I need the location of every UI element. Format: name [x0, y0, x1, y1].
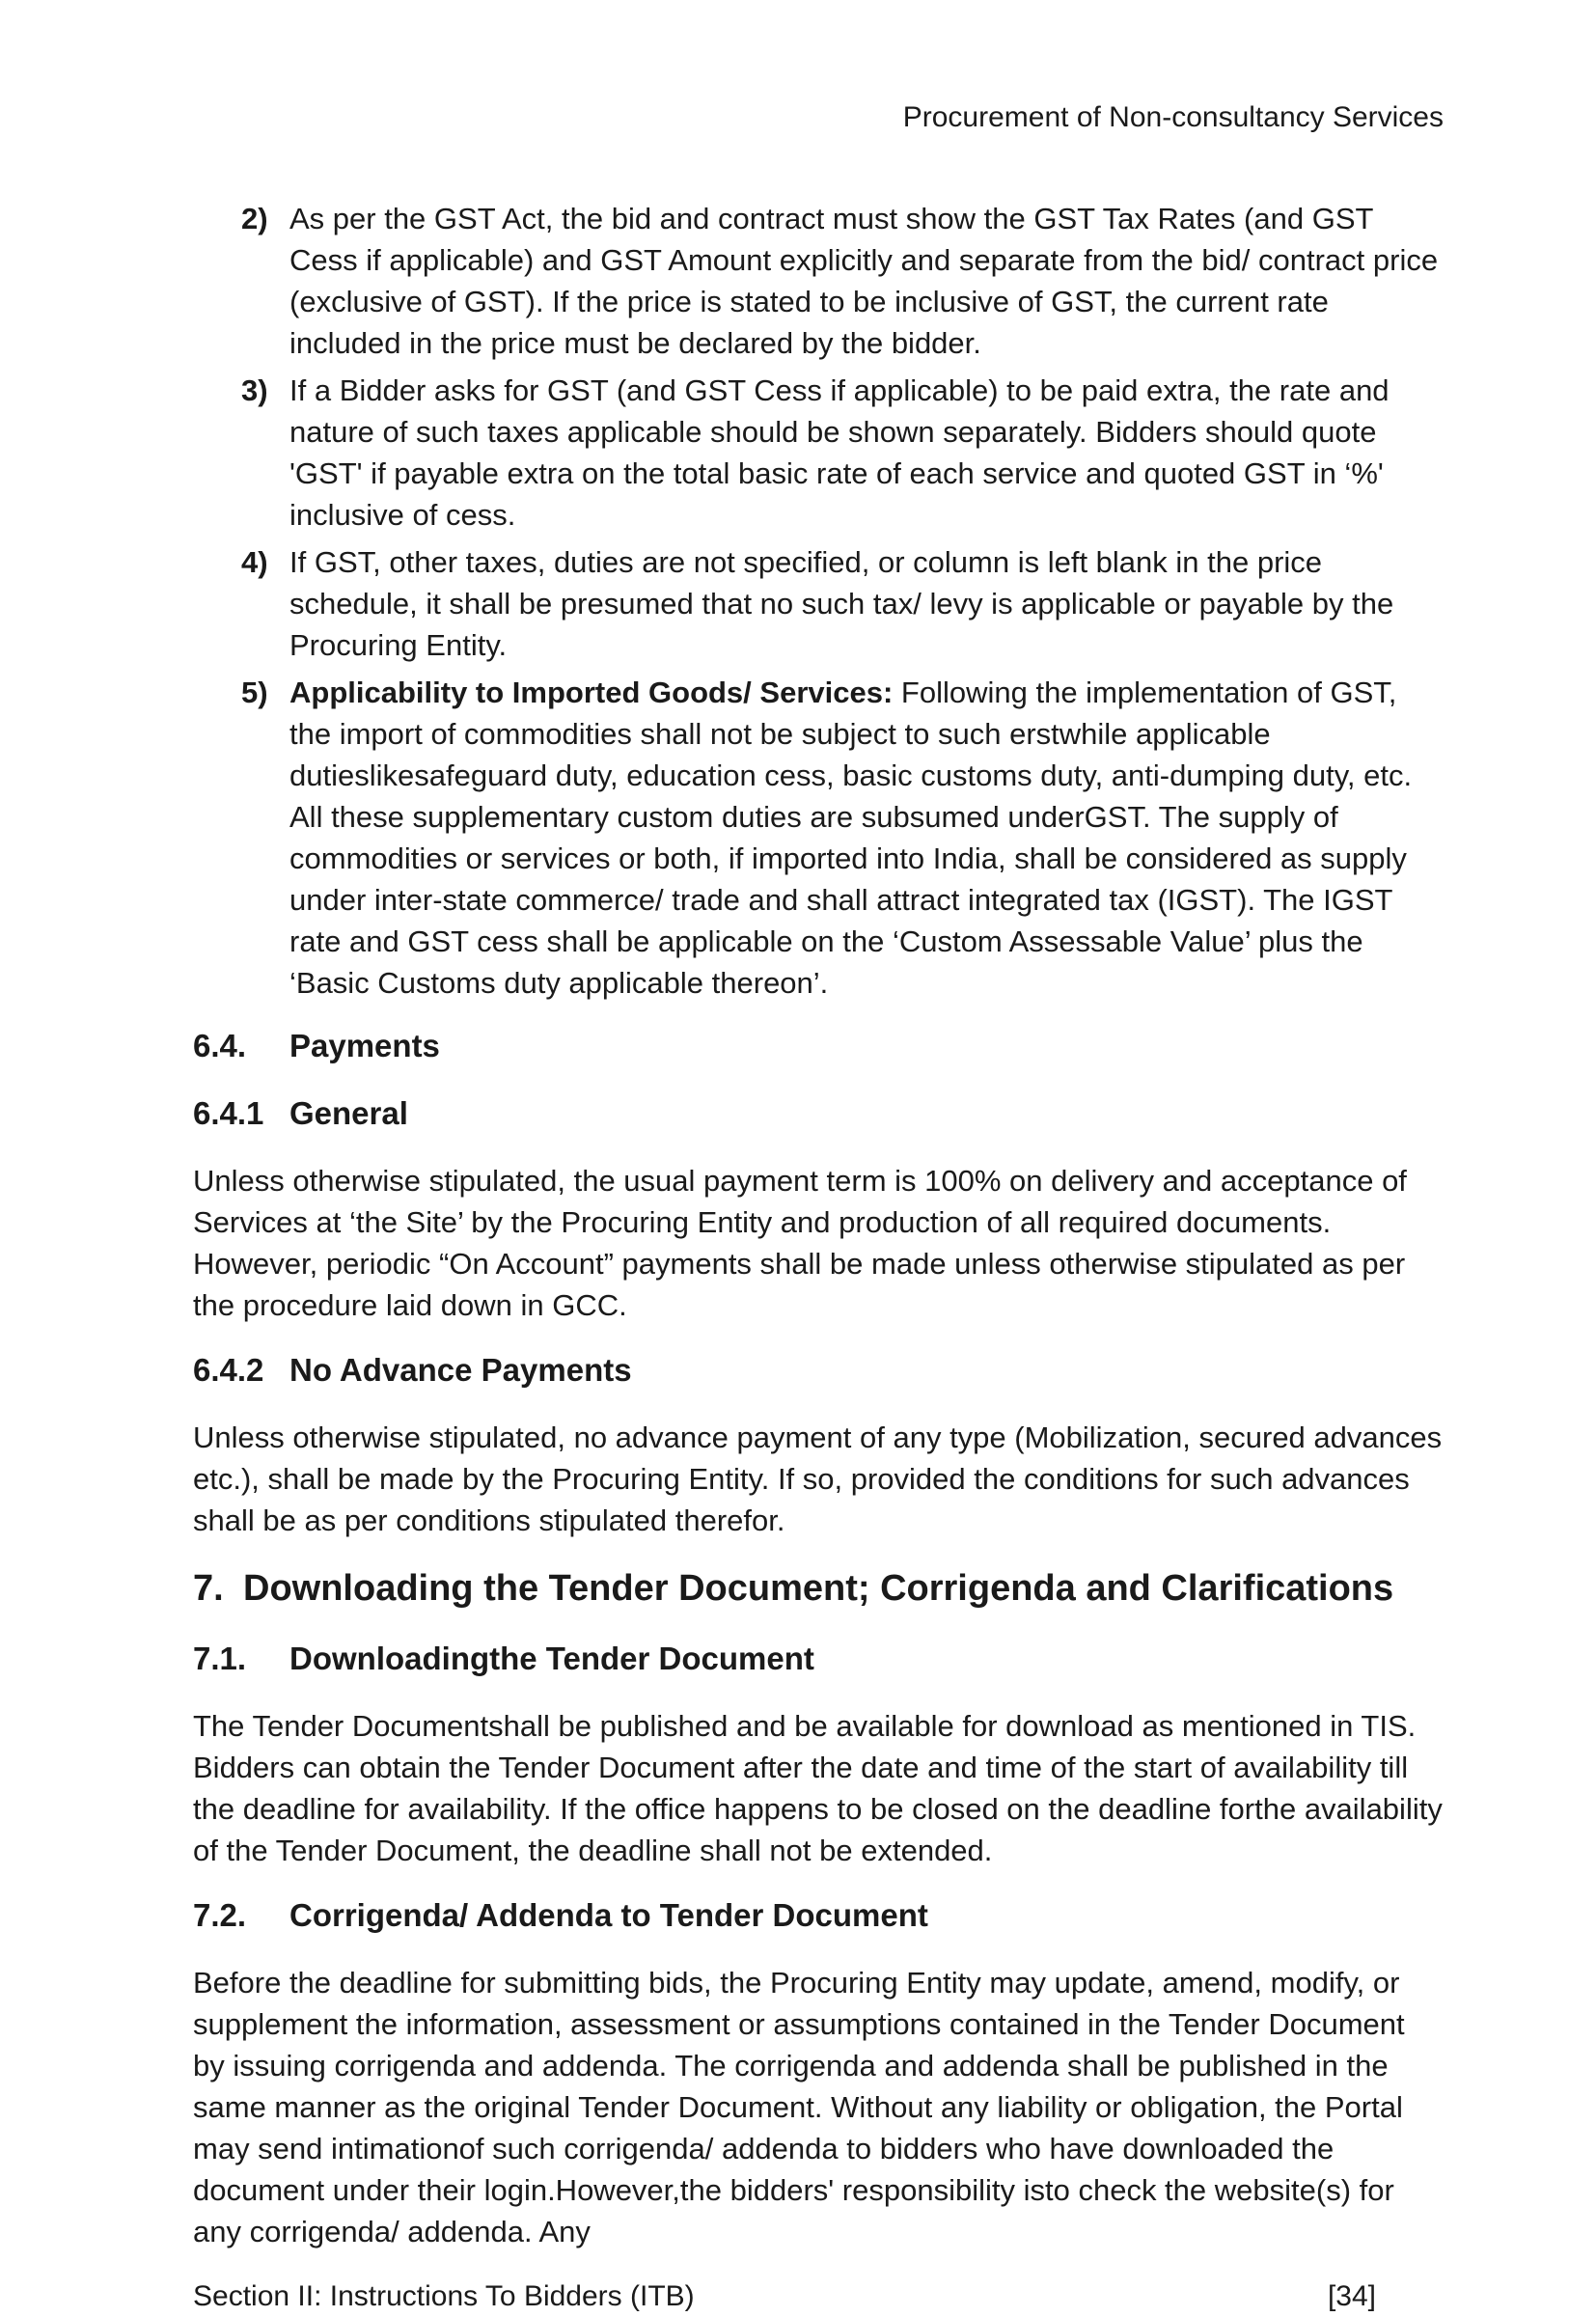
item-text: As per the GST Act, the bid and contract must show the GST Tax Rates (and GST Cess if applicable) and GST Amount explicitly and separate from the bid/ contract price (exclusive of GST). If the price is stated to be inclusive of GST, the current rate included in the price must be declared by the bidder.	[289, 202, 1439, 360]
paragraph-6-4-2: Unless otherwise stipulated, no advance payment of any type (Mobilization, secured advances etc.), shall be made by the Procuring Entity. If so, provided the conditions for such advances shall be as per conditions stipulated therefor.	[193, 1421, 1443, 1537]
item-text: If a Bidder asks for GST (and GST Cess if applicable) to be paid extra, the rate and nature of such taxes applicable should be shown separately. Bidders should quote 'GST' if payable extra on the total basic rate of each service and quoted GST in ‘%' inclusive of cess.	[289, 373, 1390, 532]
page-footer	[193, 2276, 1444, 2317]
heading-title: Payments	[289, 1028, 440, 1063]
page-number: [34]	[1327, 2280, 1376, 2312]
numbered-item-4	[193, 541, 1444, 666]
item-number: 3)	[241, 373, 268, 407]
heading-number: 6.4.2	[193, 1352, 264, 1388]
item-text: If GST, other taxes, duties are not specified, or column is left blank in the price schedule, it shall be presumed that no such tax/ levy is applicable or payable by the Procuring Entity.	[289, 545, 1394, 662]
chapter-heading-7	[193, 1564, 1444, 1613]
heading-title: No Advance Payments	[289, 1352, 632, 1388]
footer-section-label: Section II: Instructions To Bidders (ITB)	[193, 2280, 695, 2312]
heading-number: 7.1.	[193, 1641, 247, 1676]
running-header: Procurement of Non-consultancy Services	[902, 101, 1444, 133]
section-heading-6-4-2	[193, 1349, 1444, 1392]
numbered-item-3	[193, 370, 1444, 536]
item-number: 5)	[241, 676, 268, 709]
heading-title: General	[289, 1095, 408, 1131]
item-text-rest: Following the implementation of GST, the import of commodities shall not be subject to such erstwhile applicable dutieslikesafeguard duty, education cess, basic customs duty, anti-dumping duty, etc. All these supplementary custom duties are subsumed underGST. The supply of commodities or services or both, if imported into India, shall be considered as supply under inter-state commerce/ trade and shall attract integrated tax (IGST). The IGST rate and GST cess shall be applicable on the ‘Custom Assessable Value’ plus the ‘Basic Customs duty applicable thereon’.	[289, 676, 1413, 1000]
section-heading-6-4	[193, 1025, 1444, 1067]
section-heading-6-4-1	[193, 1092, 1444, 1135]
heading-number: 6.4.1	[193, 1095, 264, 1131]
heading-number: 7.	[193, 1568, 224, 1609]
heading-number: 6.4.	[193, 1028, 247, 1063]
section-heading-7-2	[193, 1894, 1444, 1937]
item-bold-lead: Applicability to Imported Goods/ Services:	[289, 676, 894, 709]
paragraph-6-4-1: Unless otherwise stipulated, the usual payment term is 100% on delivery and acceptance of Services at ‘the Site’ by the Procuring Entity and production of all required documents. However, periodic “On Account” payments shall be made unless otherwise stipulated as per the procedure laid down in GCC.	[193, 1164, 1407, 1322]
paragraph-7-2: Before the deadline for submitting bids, the Procuring Entity may update, amend, modify, or supplement the information, assessment or assumptions contained in the Tender Document by issuing corrigenda and addenda. The corrigenda and addenda shall be published in the same manner as the original Tender Document. Without any liability or obligation, the Portal may send intimationof such corrigenda/ addenda to bidders who have downloaded the document under their login.However,the bidders' responsibility isto check the website(s) for any corrigenda/ addenda. Any	[193, 1966, 1405, 2248]
item-number: 4)	[241, 545, 268, 579]
numbered-item-2	[193, 198, 1444, 364]
heading-title: Corrigenda/ Addenda to Tender Document	[289, 1897, 928, 1933]
page-content	[193, 97, 1444, 2317]
heading-title: Downloading the Tender Document; Corrigenda and Clarifications	[243, 1568, 1394, 1609]
paragraph-7-1: The Tender Documentshall be published and be available for download as mentioned in TIS. Bidders can obtain the Tender Document after the date and time of the start of availability till the deadline for availability. If the office happens to be closed on the deadline forthe availability of the Tender Document, the deadline shall not be extended.	[193, 1709, 1443, 1867]
section-heading-7-1	[193, 1638, 1444, 1680]
item-text	[289, 672, 1444, 1004]
heading-number: 7.2.	[193, 1897, 247, 1933]
numbered-item-5	[193, 672, 1444, 1004]
item-number: 2)	[241, 202, 268, 235]
heading-title: Downloadingthe Tender Document	[289, 1641, 814, 1676]
